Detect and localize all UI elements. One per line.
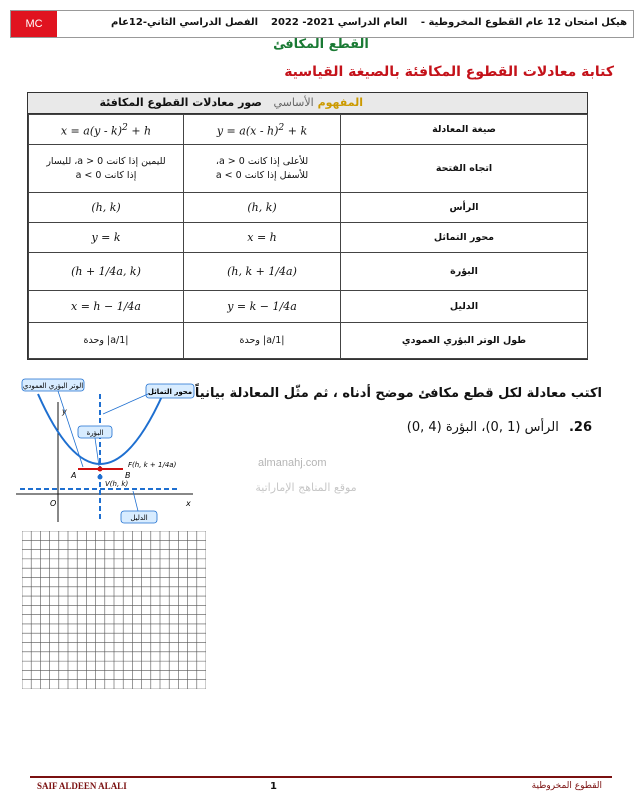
site-watermark bbox=[238, 452, 378, 532]
table-row bbox=[29, 291, 588, 323]
vertical-directrix: y = k − 1/4a bbox=[184, 291, 341, 323]
focus-label: البؤرة bbox=[86, 429, 104, 437]
table-row bbox=[29, 145, 588, 193]
vertical-opening: للأعلى إذا كانت a > 0، للأسفل إذا كانت a < 0 bbox=[184, 145, 341, 193]
origin-label: O bbox=[50, 499, 57, 508]
row-label: محور التماثل bbox=[341, 223, 588, 253]
vertical-equation: y = a(x - h)$^2$ + k bbox=[184, 115, 341, 145]
page-number: 1 bbox=[270, 781, 277, 792]
directrix-label: الدليل bbox=[130, 514, 148, 522]
mc-badge: MC bbox=[11, 11, 57, 37]
parabola-diagram bbox=[8, 374, 198, 524]
vertex-point-label: V(h, k) bbox=[105, 480, 129, 488]
table-caption bbox=[28, 93, 587, 114]
header-semester: الفصل الدراسي الثاني-12عام bbox=[111, 17, 259, 28]
row-label: اتجاه الفتحة bbox=[341, 145, 588, 193]
latus-label: الوتر البؤري العمودي bbox=[22, 382, 84, 390]
focus-point-label: F(h, k + 1/4a) bbox=[128, 461, 177, 469]
parabola-forms-table bbox=[27, 92, 588, 360]
horizontal-opening: لليمين إذا كانت a > 0، لليسار إذا كانت a < 0 bbox=[29, 145, 184, 193]
caption-basic: الأساسي bbox=[273, 96, 314, 109]
properties-table bbox=[28, 114, 588, 359]
table-row bbox=[29, 223, 588, 253]
vertical-focus: (h, k + 1/4a) bbox=[184, 253, 341, 291]
header-exam-title: هيكل امتحان 12 عام القطوع المخروطية - bbox=[420, 17, 627, 28]
horizontal-directrix: x = h − 1/4a bbox=[29, 291, 184, 323]
y-axis-label: y bbox=[62, 407, 67, 416]
topic-title: القطع المكافئ bbox=[273, 37, 369, 52]
axis-label: محور التماثل bbox=[147, 388, 193, 396]
caption-concept: المفهوم bbox=[317, 96, 363, 109]
problem-number: 26. bbox=[568, 420, 592, 435]
problem-26 bbox=[407, 420, 592, 435]
horizontal-equation: x = a(y - k)$^2$ + h bbox=[29, 115, 184, 145]
vertical-vertex: (h, k) bbox=[184, 193, 341, 223]
row-label: صيغة المعادلة bbox=[341, 115, 588, 145]
graph-grid bbox=[22, 531, 206, 689]
row-label: الرأس bbox=[341, 193, 588, 223]
table-row bbox=[29, 253, 588, 291]
row-label: الدليل bbox=[341, 291, 588, 323]
vertex-point bbox=[98, 475, 103, 480]
caption-title: صور معادلات القطوع المكافئة bbox=[99, 96, 262, 109]
exam-header bbox=[10, 10, 634, 38]
horizontal-focus: (h + 1/4a, k) bbox=[29, 253, 184, 291]
table-row bbox=[29, 193, 588, 223]
row-label: طول الوتر البؤري العمودي bbox=[341, 323, 588, 359]
x-axis-label: x bbox=[186, 499, 191, 508]
point-b-label: B bbox=[125, 471, 131, 480]
vertical-latus-length: |1/a| وحدة bbox=[184, 323, 341, 359]
table-row bbox=[29, 115, 588, 145]
focus-point bbox=[98, 467, 103, 472]
horizontal-vertex: (h, k) bbox=[29, 193, 184, 223]
footer-subject: القطوع المخروطية bbox=[531, 781, 602, 791]
header-year: العام الدراسي 2021- 2022 bbox=[271, 17, 408, 28]
vertical-axis: x = h bbox=[184, 223, 341, 253]
point-a-label: A bbox=[71, 471, 77, 480]
exercise-instruction: اكتب معادلة لكل قطع مكافئ موضح أدناه ، ثم مثّل المعادلة بيانياً bbox=[194, 386, 602, 401]
horizontal-latus-length: |1/a| وحدة bbox=[29, 323, 184, 359]
row-label: البؤرة bbox=[341, 253, 588, 291]
horizontal-axis: y = k bbox=[29, 223, 184, 253]
table-row bbox=[29, 323, 588, 359]
watermark-site: almanahj.com bbox=[258, 457, 327, 469]
section-title: كتابة معادلات القطوع المكافئة بالصيغة القياسية bbox=[284, 64, 614, 80]
watermark-caption: موقع المناهج الإماراتية bbox=[255, 481, 357, 494]
footer-divider bbox=[30, 776, 612, 778]
problem-text: الرأس (1 ,0)، البؤرة (4 ,0) bbox=[406, 420, 559, 435]
footer-author: SAIF ALDEEN ALALI bbox=[37, 781, 127, 791]
